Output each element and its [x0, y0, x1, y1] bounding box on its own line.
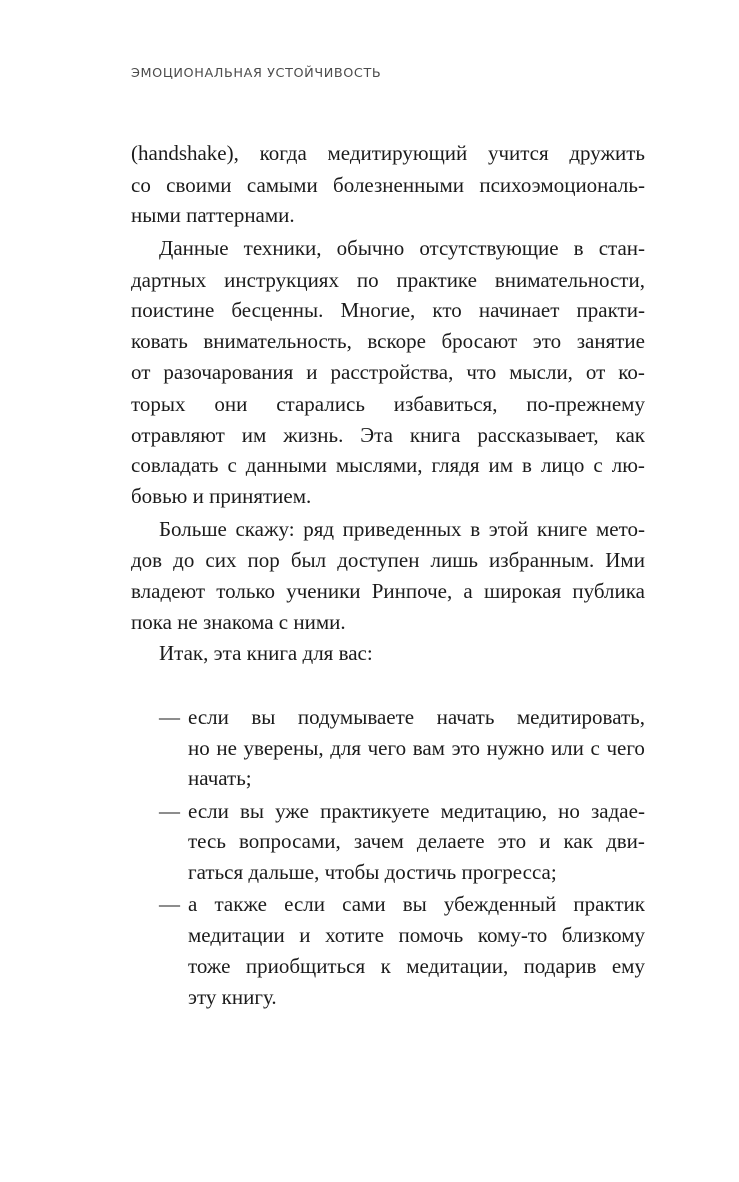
paragraph-line: дартных инструкциях по практике внимательности,: [131, 268, 645, 292]
paragraph-line: от разочарования и расстройства, что мысли, от ко-: [131, 360, 645, 384]
paragraph-line: бовью и принятием.: [131, 484, 312, 508]
paragraph-line: ными паттернами.: [131, 203, 295, 227]
bullet-dash: —: [159, 705, 180, 729]
paragraph-line: ковать внимательность, вскоре бросают это занятие: [131, 329, 645, 353]
paragraph-line: поистине бесценны. Многие, кто начинает практи-: [131, 298, 645, 322]
bullet-line: тоже приобщиться к медитации, подарив ему: [188, 954, 645, 978]
bullet-line: тесь вопросами, зачем делаете это и как дви-: [188, 829, 645, 853]
bullet-line: но не уверены, для чего вам это нужно или с чего: [188, 736, 645, 760]
bullet-line: начать;: [188, 766, 252, 790]
paragraph-line: (handshake), когда медитирующий учится дружить: [131, 141, 645, 165]
paragraph-line: совладать с данными мыслями, глядя им в лицо с лю-: [131, 453, 645, 477]
bullet-line: а также если сами вы убежденный практик: [188, 892, 645, 916]
bullet-dash: —: [159, 892, 180, 916]
paragraph-line: Больше скажу: ряд приведенных в этой книге мето-: [159, 517, 645, 541]
paragraph-line: пока не знакома с ними.: [131, 610, 346, 634]
paragraph-line: отравляют им жизнь. Эта книга рассказывает, как: [131, 423, 645, 447]
bullet-line: гаться дальше, чтобы достичь прогресса;: [188, 860, 557, 884]
paragraph-line: Итак, эта книга для вас:: [159, 641, 373, 665]
bullet-dash: —: [159, 799, 180, 823]
paragraph-line: дов до сих пор был доступен лишь избранным. Ими: [131, 548, 645, 572]
paragraph-line: владеют только ученики Ринпоче, а широкая публика: [131, 579, 645, 603]
running-head: ЭМОЦИОНАЛЬНАЯ УСТОЙЧИВОСТЬ: [131, 66, 382, 81]
bullet-line: если вы уже практикуете медитацию, но задае-: [188, 799, 645, 823]
bullet-line: эту книгу.: [188, 985, 277, 1009]
bullet-line: если вы подумываете начать медитировать,: [188, 705, 645, 729]
paragraph-line: торых они старались избавиться, по-прежнему: [131, 392, 645, 416]
bullet-line: медитации и хотите помочь кому-то близкому: [188, 923, 645, 947]
paragraph-line: со своими самыми болезненными психоэмоциональ-: [131, 173, 645, 197]
paragraph-line: Данные техники, обычно отсутствующие в стан-: [159, 236, 645, 260]
